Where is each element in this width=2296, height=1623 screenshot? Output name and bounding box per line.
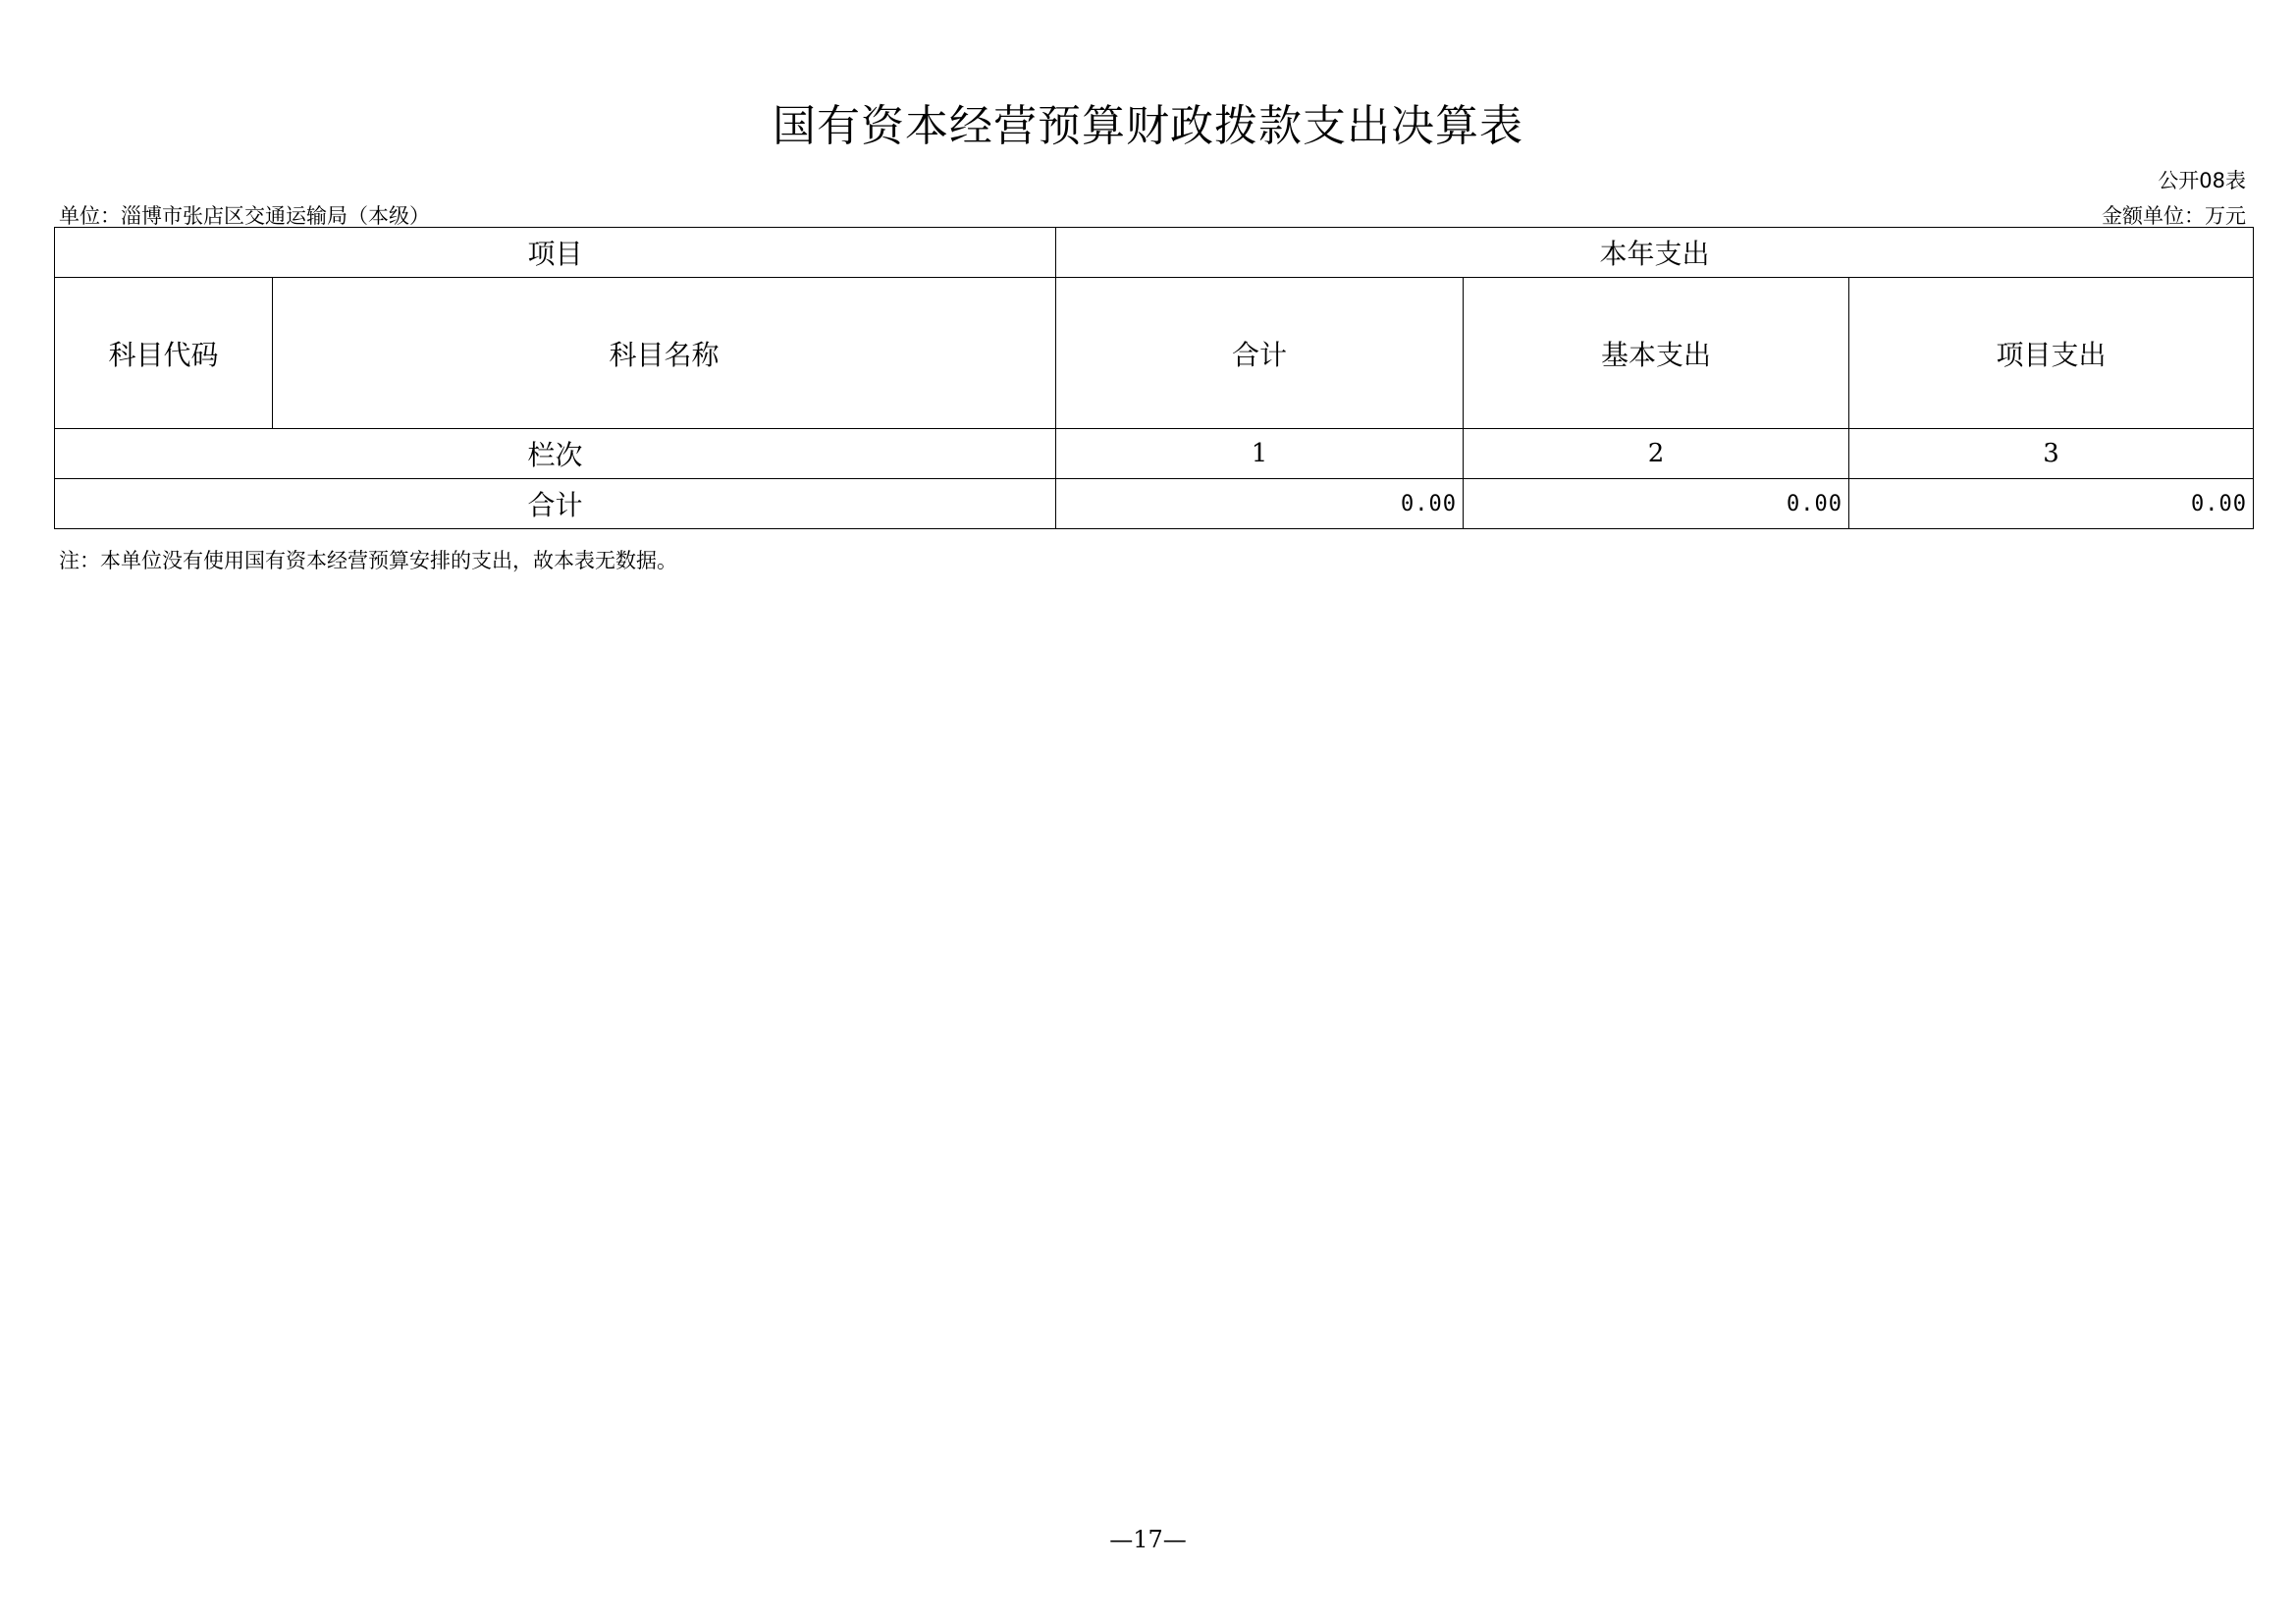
table-code: 公开08表 (2158, 169, 2246, 192)
page-number: —17— (1109, 1526, 1187, 1553)
col-header-project: 项目支出 (1849, 278, 2254, 429)
index-cell-1: 1 (1056, 429, 1464, 479)
table-header-row-1 (55, 228, 2254, 278)
col-header-name: 科目名称 (273, 278, 1056, 429)
total-row-label: 合计 (55, 479, 1056, 529)
money-unit-label: 金额单位：万元 (2102, 204, 2246, 228)
table-header-row-2 (55, 278, 2254, 429)
total-cell-basic: 0.00 (1464, 479, 1849, 529)
unit-label: 单位：淄博市张店区交通运输局（本级） (59, 204, 430, 228)
total-cell-project: 0.00 (1849, 479, 2254, 529)
index-row-label: 栏次 (55, 429, 1056, 479)
table-row-index (55, 429, 2254, 479)
index-cell-2: 2 (1464, 429, 1849, 479)
total-cell-sum: 0.00 (1056, 479, 1464, 529)
header-current-year: 本年支出 (1056, 228, 2254, 278)
col-header-total: 合计 (1056, 278, 1464, 429)
expenditure-table (54, 227, 2254, 529)
page-title: 国有资本经营预算财政拨款支出决算表 (773, 101, 1523, 151)
index-cell-3: 3 (1849, 429, 2254, 479)
table-note: 注：本单位没有使用国有资本经营预算安排的支出，故本表无数据。 (59, 549, 677, 572)
col-header-code: 科目代码 (55, 278, 273, 429)
col-header-basic: 基本支出 (1464, 278, 1849, 429)
table-row-total (55, 479, 2254, 529)
header-item: 项目 (55, 228, 1056, 278)
